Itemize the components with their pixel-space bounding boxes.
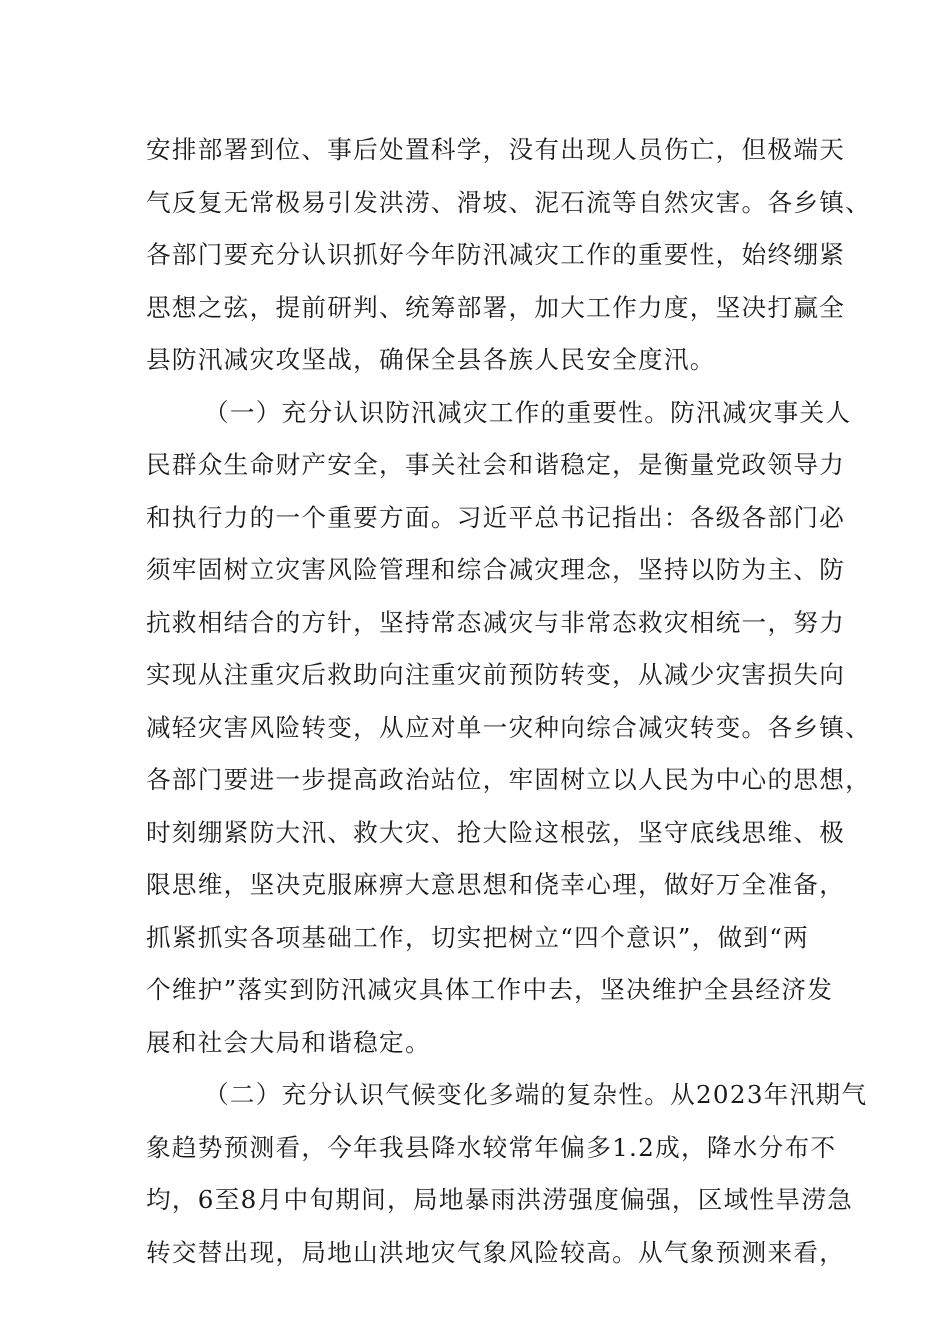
document-body xyxy=(146,124,872,1279)
text-line-14: 时刻绷紧防大汛、救大灾、抢大险这根弦，坚守底线思维、极 xyxy=(146,817,846,847)
text-line-2: 气反复无常极易引发洪涝、滑坡、泥石流等自然灾害。各乡镇、 xyxy=(146,187,872,217)
text-line-13: 各部门要进一步提高政治站位，牢固树立以人民为中心的思想， xyxy=(146,765,872,794)
text-line-16: 抓紧抓实各项基础工作，切实把树立“四个意识”，做到“两 xyxy=(146,922,810,952)
text-line-20: 象趋势预测看，今年我县降水较常年偏多1.2成，降水分布不 xyxy=(146,1132,837,1162)
paragraph-heading-1: （一）充分认识防汛减灾工作的重要性。防汛减灾事关人 xyxy=(204,397,852,427)
text-line-17: 个维护”落实到防汛减灾具体工作中去，坚决维护全县经济发 xyxy=(146,975,834,1004)
text-line-21: 均，6至8月中旬期间，局地暴雨洪涝强度偏强，区域性旱涝急 xyxy=(146,1185,854,1214)
text-line-9: 须牢固树立灾害风险管理和综合减灾理念，坚持以防为主、防 xyxy=(146,555,846,584)
paragraph-heading-2: （二）充分认识气候变化多端的复杂性。从2023年汛期气 xyxy=(204,1080,868,1109)
text-line-5: 县防汛减灾攻坚战，确保全县各族人民安全度汛。 xyxy=(146,345,716,374)
text-line-18: 展和社会大局和谐稳定。 xyxy=(146,1027,431,1057)
text-line-11: 实现从注重灾后救助向注重灾前预防转变，从减少灾害损失向 xyxy=(146,660,846,689)
text-line-10: 抗救相结合的方针，坚持常态减灾与非常态救灾相统一，努力 xyxy=(146,607,846,637)
text-line-1: 安排部署到位、事后处置科学，没有出现人员伤亡，但极端天 xyxy=(146,135,846,164)
text-line-12: 减轻灾害风险转变，从应对单一灾种向综合减灾转变。各乡镇、 xyxy=(146,712,872,742)
text-line-4: 思想之弦，提前研判、统筹部署，加大工作力度，坚决打赢全 xyxy=(146,292,846,322)
text-line-22: 转交替出现，局地山洪地灾气象风险较高。从气象预测来看， xyxy=(146,1237,846,1267)
text-line-15: 限思维，坚决克服麻痹大意思想和侥幸心理，做好万全准备， xyxy=(146,870,846,899)
text-line-3: 各部门要充分认识抓好今年防汛减灾工作的重要性，始终绷紧 xyxy=(146,240,846,269)
text-line-7: 民群众生命财产安全，事关社会和谐稳定，是衡量党政领导力 xyxy=(146,450,846,479)
text-line-8: 和执行力的一个重要方面。习近平总书记指出：各级各部门必 xyxy=(146,502,846,532)
